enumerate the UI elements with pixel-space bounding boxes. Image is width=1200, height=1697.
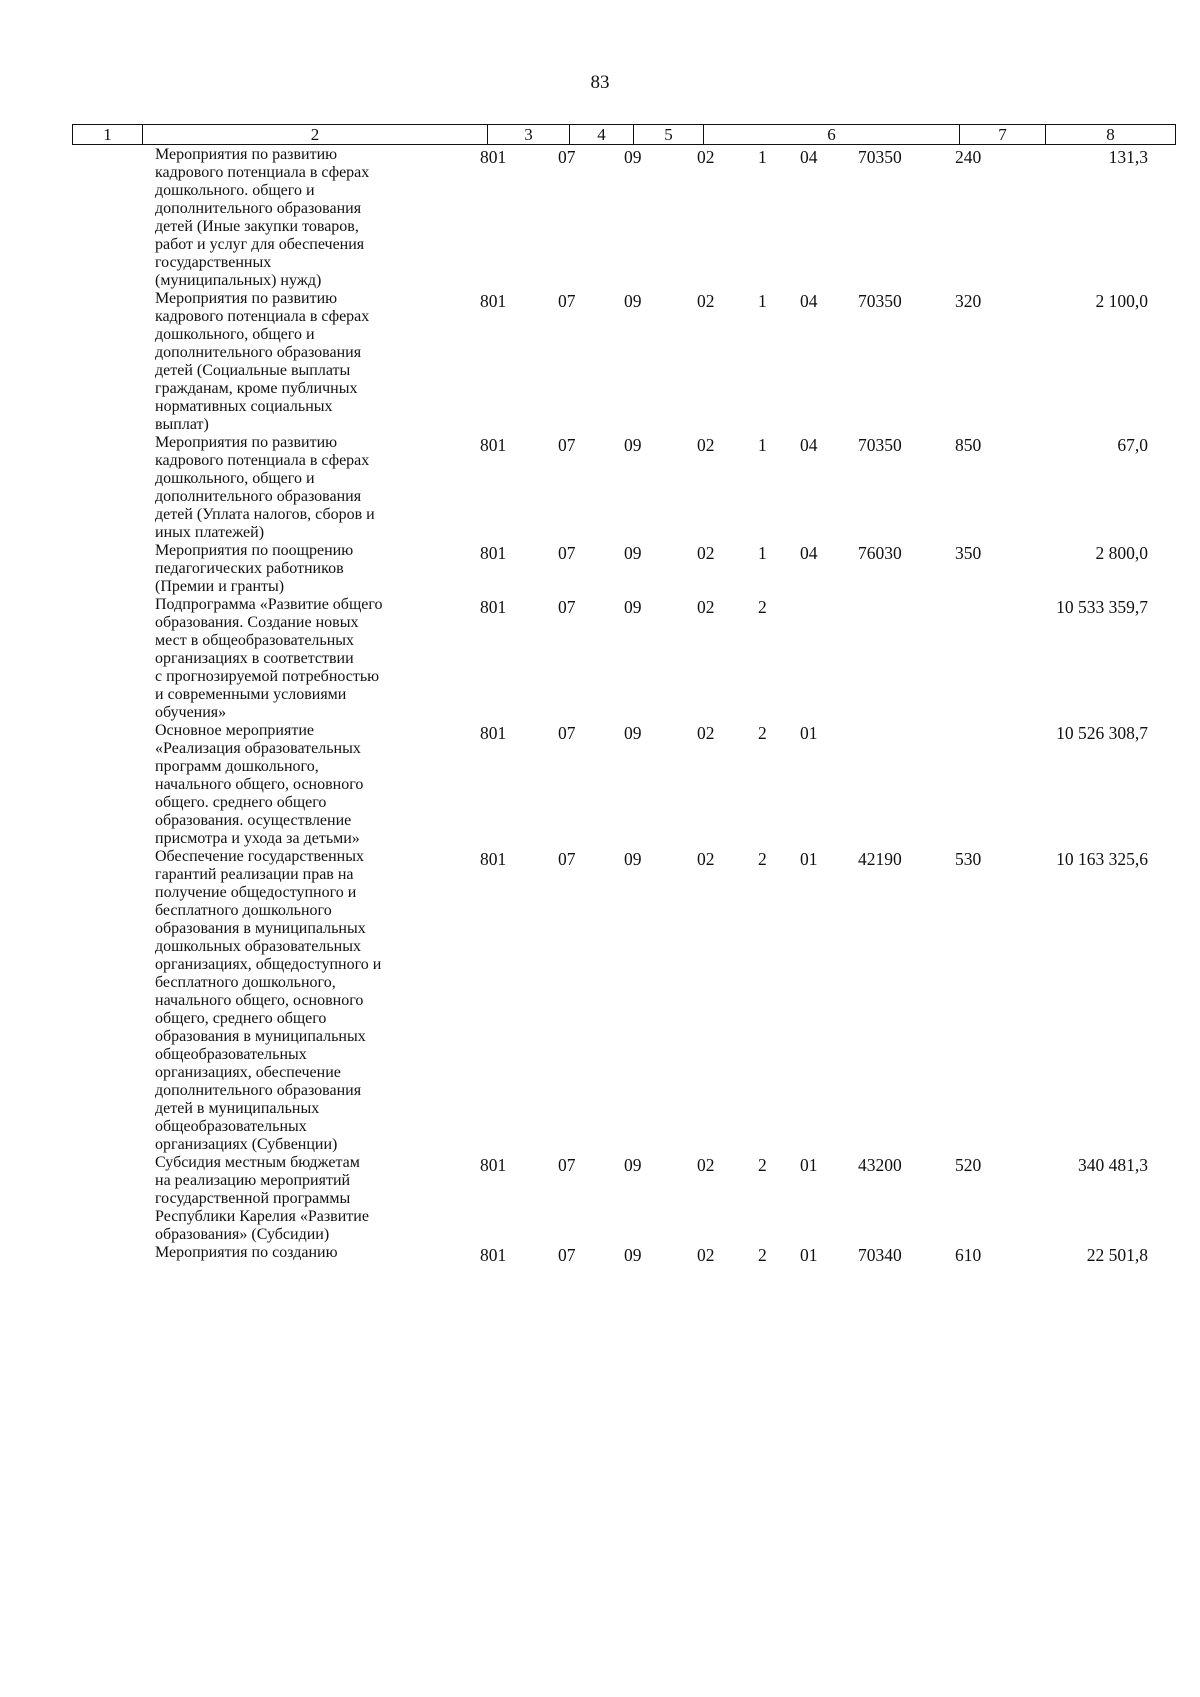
row-col-3: 801 bbox=[480, 597, 507, 617]
row-col-7: 240 bbox=[955, 147, 982, 167]
row-col-6-program: 02 bbox=[697, 543, 715, 563]
row-col-3: 801 bbox=[480, 291, 507, 311]
row-col-6-program: 02 bbox=[697, 1155, 715, 1175]
row-col-4: 07 bbox=[558, 543, 576, 563]
row-col-6-program: 02 bbox=[697, 723, 715, 743]
row-col-6-direction: 70350 bbox=[858, 435, 902, 455]
header-col-8: 8 bbox=[1046, 125, 1176, 145]
row-col-4: 07 bbox=[558, 291, 576, 311]
row-col-6-program: 02 bbox=[697, 435, 715, 455]
row-col-6-subprogram: 1 bbox=[758, 147, 767, 167]
row-col-6-event: 04 bbox=[800, 543, 818, 563]
table-row bbox=[0, 146, 1200, 290]
row-col-5: 09 bbox=[624, 849, 642, 869]
header-col-7: 7 bbox=[960, 125, 1046, 145]
row-col-3: 801 bbox=[480, 147, 507, 167]
table-header bbox=[72, 124, 1176, 145]
row-col-6-event: 01 bbox=[800, 849, 818, 869]
row-col-8-amount: 2 100,0 bbox=[1095, 291, 1148, 311]
row-col-6-subprogram: 2 bbox=[758, 723, 767, 743]
row-col-4: 07 bbox=[558, 597, 576, 617]
row-col-6-event: 04 bbox=[800, 435, 818, 455]
row-col-7: 350 bbox=[955, 543, 982, 563]
row-col-6-direction: 70340 bbox=[858, 1245, 902, 1265]
row-name: Обеспечение государственных гарантий реализации прав на получение общедоступного и бесплатного дошкольного образования в муниципальных дошкольных образовательных организациях, общедоступного и бесплатного дошкольного, начального общего, основного общего, среднего общего образования в муниципальных общеобразовательных организациях, обеспечение дополнительного образования детей в муниципальных общеобразовательных организациях (Субвенции) bbox=[155, 848, 382, 1153]
row-col-8-amount: 67,0 bbox=[1117, 435, 1148, 455]
row-col-8-amount: 10 533 359,7 bbox=[1056, 597, 1148, 617]
row-col-6-subprogram: 2 bbox=[758, 597, 767, 617]
row-col-6-event: 04 bbox=[800, 147, 818, 167]
row-name: Мероприятия по развитию кадрового потенциала в сферах дошкольного, общего и дополнительного образования детей (Уплата налогов, сборов и иных платежей) bbox=[155, 434, 375, 541]
row-col-6-subprogram: 2 bbox=[758, 1245, 767, 1265]
table-row bbox=[0, 434, 1200, 542]
header-col-6: 6 bbox=[704, 125, 960, 145]
row-name: Мероприятия по поощрению педагогических работников (Премии и гранты) bbox=[155, 542, 354, 595]
row-col-6-direction: 76030 bbox=[858, 543, 902, 563]
header-col-5: 5 bbox=[634, 125, 704, 145]
row-name: Мероприятия по развитию кадрового потенциала в сферах дошкольного. общего и дополнительного образования детей (Иные закупки товаров, работ и услуг для обеспечения государственных (муниципальных) нужд) bbox=[155, 146, 370, 289]
row-col-6-program: 02 bbox=[697, 291, 715, 311]
row-col-8-amount: 10 526 308,7 bbox=[1056, 723, 1148, 743]
row-col-6-program: 02 bbox=[697, 1245, 715, 1265]
row-col-5: 09 bbox=[624, 597, 642, 617]
row-col-5: 09 bbox=[624, 147, 642, 167]
row-col-5: 09 bbox=[624, 1245, 642, 1265]
row-col-6-subprogram: 2 bbox=[758, 1155, 767, 1175]
row-col-6-program: 02 bbox=[697, 147, 715, 167]
row-col-5: 09 bbox=[624, 1155, 642, 1175]
row-col-6-subprogram: 2 bbox=[758, 849, 767, 869]
row-name: Подпрограмма «Развитие общего образования. Создание новых мест в общеобразовательных организациях в соответствии с прогнозируемой потребностью и современными условиями обучения» bbox=[155, 596, 383, 721]
row-col-8-amount: 2 800,0 bbox=[1095, 543, 1148, 563]
row-col-5: 09 bbox=[624, 543, 642, 563]
row-col-5: 09 bbox=[624, 435, 642, 455]
row-col-6-direction: 70350 bbox=[858, 291, 902, 311]
table-row bbox=[0, 1244, 1200, 1265]
row-col-7: 610 bbox=[955, 1245, 982, 1265]
row-col-6-subprogram: 1 bbox=[758, 435, 767, 455]
row-col-6-subprogram: 1 bbox=[758, 543, 767, 563]
row-col-7: 520 bbox=[955, 1155, 982, 1175]
row-col-3: 801 bbox=[480, 543, 507, 563]
row-name: Мероприятия по созданию bbox=[155, 1244, 338, 1261]
row-col-5: 09 bbox=[624, 291, 642, 311]
row-col-6-direction: 70350 bbox=[858, 147, 902, 167]
row-name: Субсидия местным бюджетам на реализацию мероприятий государственной программы Республики Карелия «Развитие образования» (Субсидии) bbox=[155, 1154, 369, 1243]
header-col-4: 4 bbox=[570, 125, 634, 145]
row-col-8-amount: 340 481,3 bbox=[1078, 1155, 1148, 1175]
row-col-4: 07 bbox=[558, 723, 576, 743]
row-col-6-event: 04 bbox=[800, 291, 818, 311]
row-col-6-direction: 42190 bbox=[858, 849, 902, 869]
row-col-6-direction: 43200 bbox=[858, 1155, 902, 1175]
row-col-6-event: 01 bbox=[800, 1155, 818, 1175]
row-col-6-program: 02 bbox=[697, 849, 715, 869]
row-col-4: 07 bbox=[558, 849, 576, 869]
row-col-4: 07 bbox=[558, 147, 576, 167]
row-col-3: 801 bbox=[480, 723, 507, 743]
row-col-6-subprogram: 1 bbox=[758, 291, 767, 311]
row-name: Основное мероприятие «Реализация образовательных программ дошкольного, начального общего, основного общего. среднего общего образования. осуществление присмотра и ухода за детьми» bbox=[155, 722, 364, 847]
row-col-8-amount: 22 501,8 bbox=[1086, 1245, 1148, 1265]
row-col-8-amount: 131,3 bbox=[1108, 147, 1148, 167]
header-col-2: 2 bbox=[143, 125, 488, 145]
row-col-4: 07 bbox=[558, 1245, 576, 1265]
row-col-4: 07 bbox=[558, 1155, 576, 1175]
row-col-6-event: 01 bbox=[800, 723, 818, 743]
row-col-3: 801 bbox=[480, 435, 507, 455]
row-col-6-program: 02 bbox=[697, 597, 715, 617]
row-col-3: 801 bbox=[480, 1245, 507, 1265]
row-col-5: 09 bbox=[624, 723, 642, 743]
row-col-4: 07 bbox=[558, 435, 576, 455]
page-number: 83 bbox=[590, 72, 610, 93]
table-row bbox=[0, 722, 1200, 848]
table-row bbox=[0, 1154, 1200, 1244]
row-col-3: 801 bbox=[480, 849, 507, 869]
table-body bbox=[0, 146, 1200, 1265]
row-col-7: 850 bbox=[955, 435, 982, 455]
row-col-8-amount: 10 163 325,6 bbox=[1056, 849, 1148, 869]
row-col-3: 801 bbox=[480, 1155, 507, 1175]
row-name: Мероприятия по развитию кадрового потенциала в сферах дошкольного, общего и дополнительного образования детей (Социальные выплаты гражданам, кроме публичных нормативных социальных выплат) bbox=[155, 290, 370, 433]
header-col-1: 1 bbox=[73, 125, 143, 145]
row-col-7: 320 bbox=[955, 291, 982, 311]
header-col-3: 3 bbox=[488, 125, 570, 145]
table-row bbox=[0, 848, 1200, 1154]
table-row bbox=[0, 596, 1200, 722]
table-row bbox=[0, 290, 1200, 434]
row-col-7: 530 bbox=[955, 849, 982, 869]
table-row bbox=[0, 542, 1200, 596]
row-col-6-event: 01 bbox=[800, 1245, 818, 1265]
